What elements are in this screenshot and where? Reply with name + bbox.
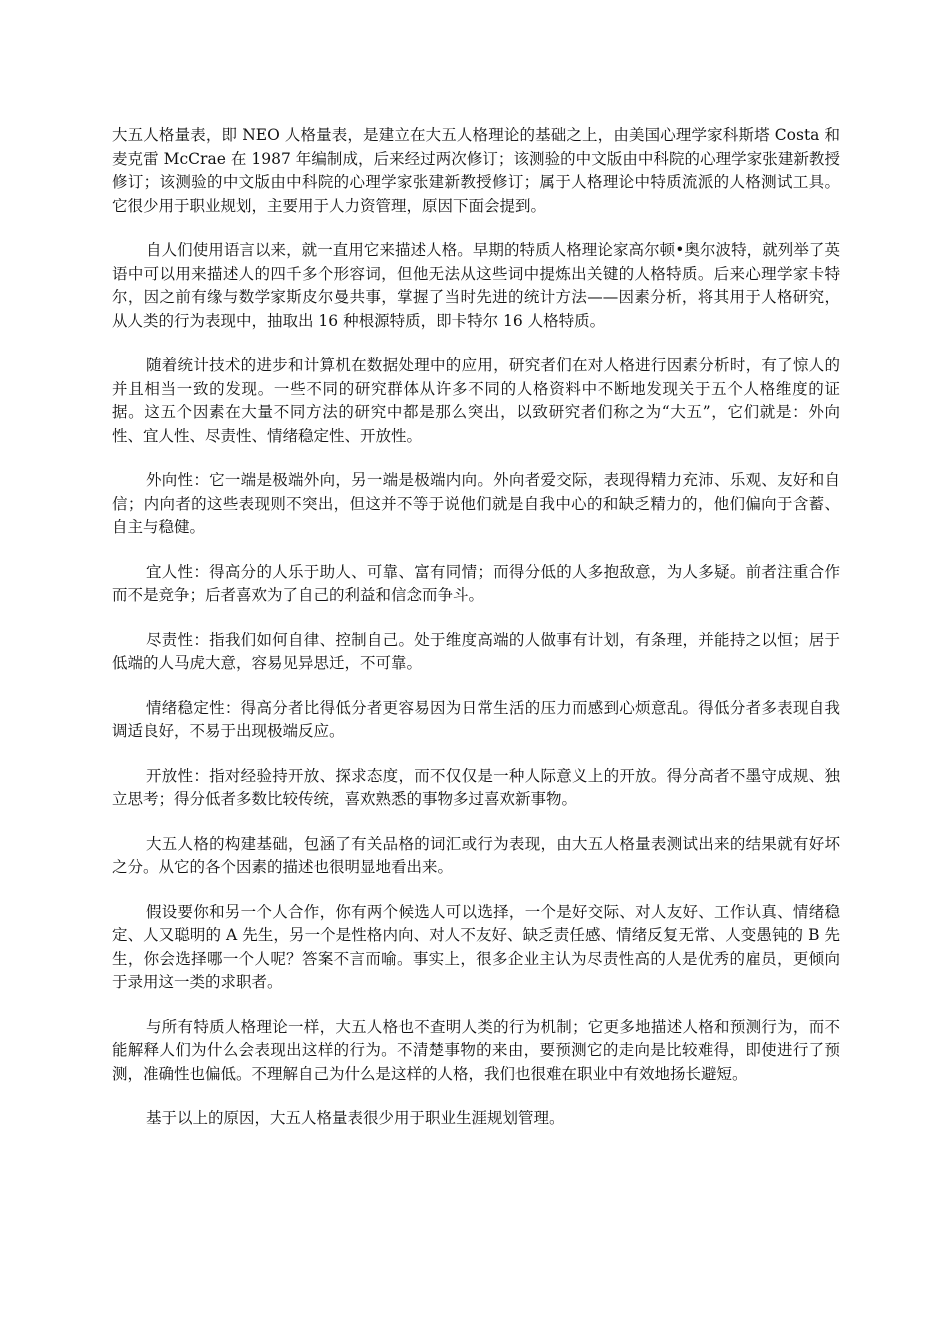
paragraph-big-five: 随着统计技术的进步和计算机在数据处理中的应用，研究者们在对人格进行因素分析时，有了惊人的并且相当一致的发现。一些不同的研究群体从许多不同的人格资料中不断地发现关于五个人格维度的证据。这五个因素在大量不同方法的研究中都是那么突出，以致研究者们称之为“大五”，它们就是：外向性、宜人性、尽责性、情绪稳定性、开放性。 — [112, 356, 840, 445]
paragraph-extraversion: 外向性：它一端是极端外向，另一端是极端内向。外向者爱交际，表现得精力充沛、乐观、友好和自信；内向者的这些表现则不突出，但这并不等于说他们就是自我中心的和缺乏精力的，他们偏向于含蓄、自主与稳健。 — [112, 471, 840, 536]
paragraph-conscientiousness: 尽责性：指我们如何自律、控制自己。处于维度高端的人做事有计划，有条理，并能持之以恒；居于低端的人马虎大意，容易见异思迁，不可靠。 — [112, 630, 840, 672]
paragraph-construction-basis: 大五人格的构建基础，包涵了有关品格的词汇或行为表现，由大五人格量表测试出来的结果就有好坏之分。从它的各个因素的描述也很明显地看出来。 — [112, 834, 840, 876]
document-body — [112, 124, 840, 1131]
paragraph-intro: 大五人格量表，即 NEO 人格量表，是建立在大五人格理论的基础之上，由美国心理学家科斯塔 Costa 和麦克雷 McCrae 在 1987 年编制成，后来经过两次修订；该测验的中文版由中科院的心理学家张建新教授修订；该测验的中文版由中科院的心理学家张建新教授修订；属于人格理论中特质流派的人格测试工具。它很少用于职业规划，主要用于人力资管理，原因下面会提到。 — [112, 126, 840, 215]
paragraph-limitations: 与所有特质人格理论一样，大五人格也不查明人类的行为机制；它更多地描述人格和预测行为，而不能解释人们为什么会表现出这样的行为。不清楚事物的来由，要预测它的走向是比较难得，即使进行了预测，准确性也偏低。不理解自己为什么是这样的人格，我们也很难在职业中有效地扬长避短。 — [112, 1017, 840, 1083]
paragraph-history: 自人们使用语言以来，就一直用它来描述人格。早期的特质人格理论家高尔顿•奥尔波特，就列举了英语中可以用来描述人的四千多个形容词，但他无法从这些词中提炼出关键的人格特质。后来心理学家卡特尔，因之前有缘与数学家斯皮尔曼共事，掌握了当时先进的统计方法——因素分析，将其用于人格研究，从人类的行为表现中，抽取出 16 种根源特质，即卡特尔 16 人格特质。 — [112, 241, 840, 330]
paragraph-agreeableness: 宜人性：得高分的人乐于助人、可靠、富有同情；而得分低的人多抱敌意，为人多疑。前者注重合作而不是竞争；后者喜欢为了自己的利益和信念而争斗。 — [112, 562, 840, 604]
paragraph-conclusion: 基于以上的原因，大五人格量表很少用于职业生涯规划管理。 — [146, 1109, 565, 1127]
paragraph-emotional-stability: 情绪稳定性：得高分者比得低分者更容易因为日常生活的压力而感到心烦意乱。得低分者多表现自我调适良好，不易于出现极端反应。 — [112, 698, 840, 740]
paragraph-openness: 开放性：指对经验持开放、探求态度，而不仅仅是一种人际意义上的开放。得分高者不墨守成规、独立思考；得分低者多数比较传统，喜欢熟悉的事物多过喜欢新事物。 — [112, 766, 840, 808]
paragraph-example: 假设要你和另一个人合作，你有两个候选人可以选择，一个是好交际、对人友好、工作认真、情绪稳定、人又聪明的 A 先生，另一个是性格内向、对人不友好、缺乏责任感、情绪反复无常、人变愚钝的 B 先生，你会选择哪一个人呢？答案不言而喻。事实上，很多企业主认为尽责性高的人是优秀的雇员，更倾向于录用这一类的求职者。 — [112, 902, 840, 991]
